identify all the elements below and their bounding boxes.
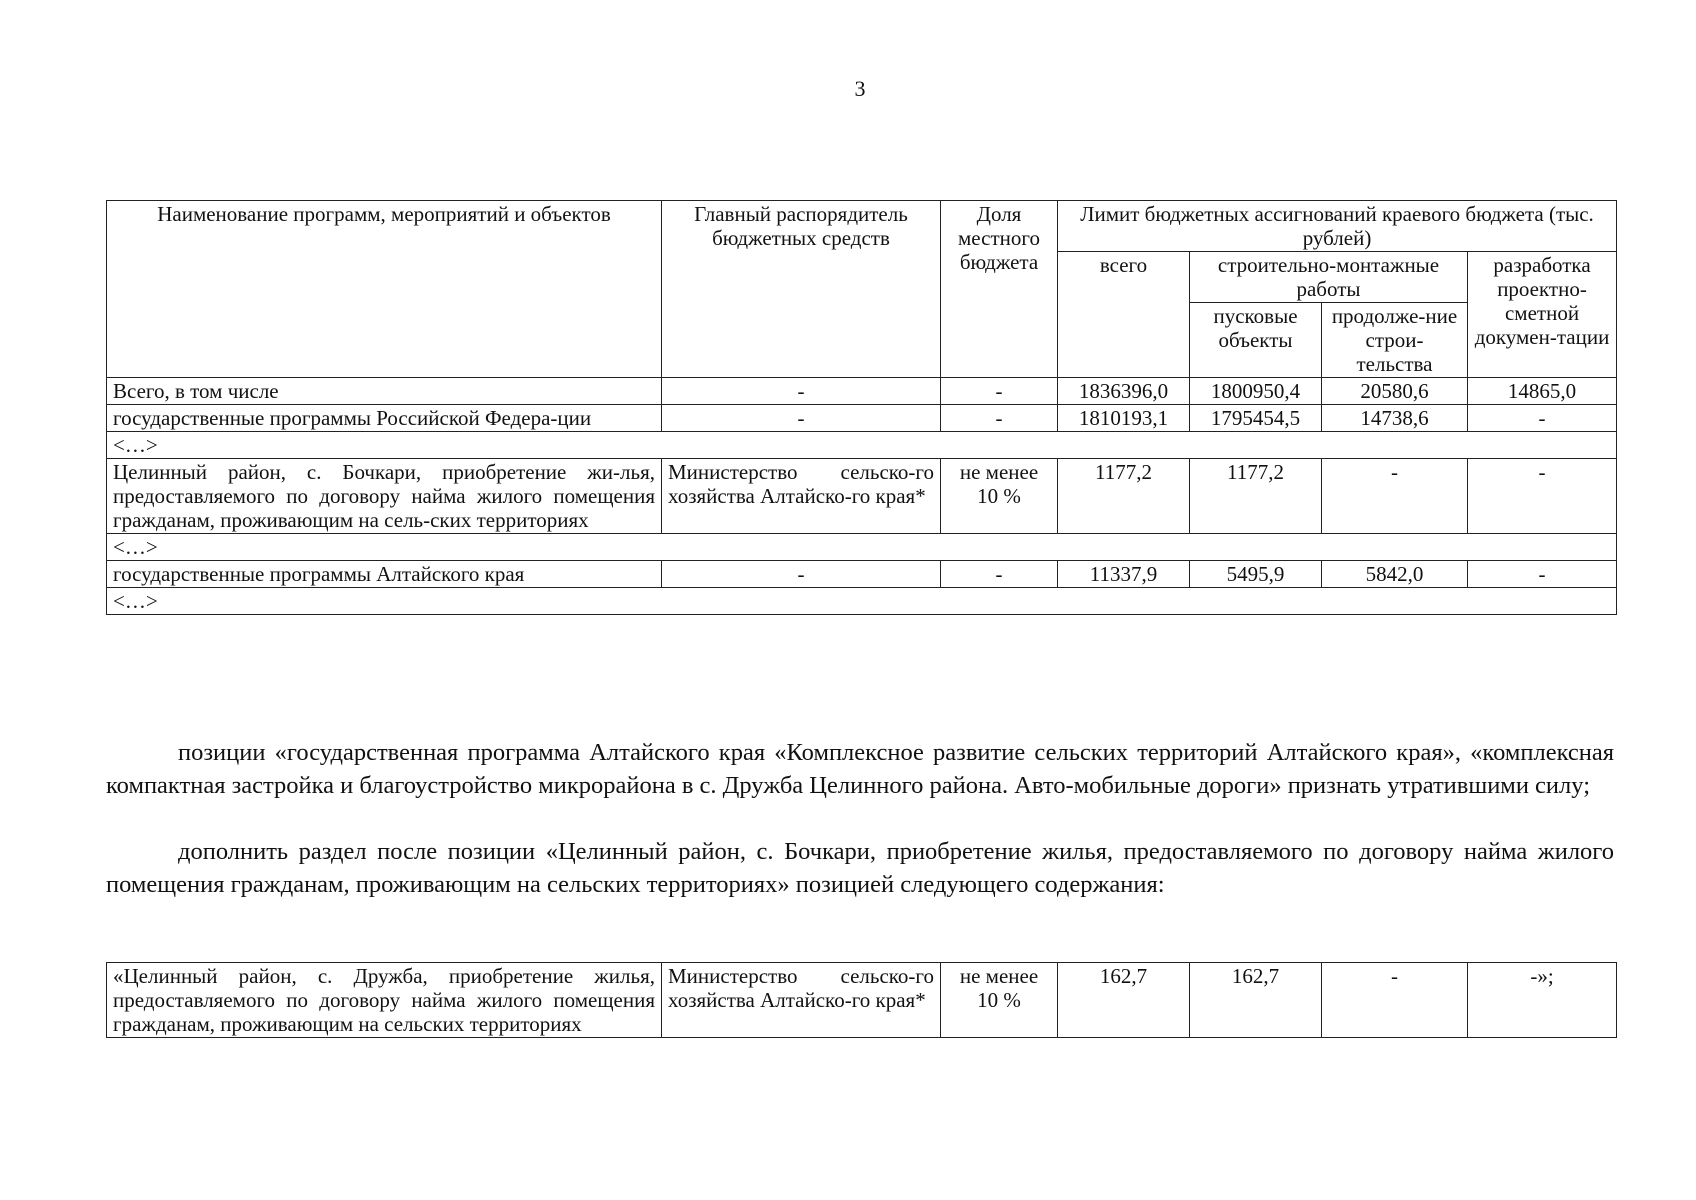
row-share: - bbox=[941, 405, 1058, 432]
row-manager: - bbox=[662, 561, 941, 588]
row-share: не менее 10 % bbox=[941, 963, 1058, 1038]
paragraph-repeal: позиции «государственная программа Алтайского края «Комплексное развитие сельских территорий Алтайского края», «комплексная компактная застройка и благоустройство микрорайона в с. Дружба Целинного района. Авто-мобильные дороги» признать утратившими силу; bbox=[106, 739, 1614, 799]
row-launch: 5495,9 bbox=[1190, 561, 1322, 588]
row-manager: Министерство сельско-го хозяйства Алтайско-го края* bbox=[662, 963, 941, 1038]
ellipsis: <…> bbox=[107, 588, 1617, 615]
row-continue: 5842,0 bbox=[1322, 561, 1468, 588]
table-row bbox=[107, 459, 1617, 534]
row-manager: - bbox=[662, 405, 941, 432]
row-continue: 14738,6 bbox=[1322, 405, 1468, 432]
table-row bbox=[107, 378, 1617, 405]
header-manager: Главный распорядитель бюджетных средств bbox=[662, 201, 941, 378]
row-design: -»; bbox=[1468, 963, 1617, 1038]
header-share: Доля местного бюджета bbox=[941, 201, 1058, 378]
row-total: 1177,2 bbox=[1058, 459, 1190, 534]
row-design: - bbox=[1468, 459, 1617, 534]
row-share: не менее 10 % bbox=[941, 459, 1058, 534]
row-name: Всего, в том числе bbox=[107, 378, 662, 405]
paragraph-add: дополнить раздел после позиции «Целинный район, с. Бочкари, приобретение жилья, предоставляемого по договору найма жилого помещения гражданам, проживающим на сельских территориях» позицией следующего содержания: bbox=[106, 838, 1614, 898]
row-share: - bbox=[941, 561, 1058, 588]
row-design: 14865,0 bbox=[1468, 378, 1617, 405]
table-row bbox=[107, 561, 1617, 588]
row-design: - bbox=[1468, 405, 1617, 432]
row-name: Целинный район, с. Бочкари, приобретение жи-лья, предоставляемого по договору найма жилого помещения гражданам, проживающим на сель-ских территориях bbox=[107, 459, 662, 534]
table-row bbox=[107, 963, 1617, 1038]
ellipsis-row bbox=[107, 534, 1617, 561]
header-continue: продолже-ние строи-тельства bbox=[1322, 303, 1468, 378]
row-total: 11337,9 bbox=[1058, 561, 1190, 588]
header-construction: строительно-монтажные работы bbox=[1190, 252, 1468, 303]
row-continue: - bbox=[1322, 963, 1468, 1038]
header-name: Наименование программ, мероприятий и объектов bbox=[107, 201, 662, 378]
row-name: государственные программы Российской Федера-ции bbox=[107, 405, 662, 432]
budget-table bbox=[106, 200, 1617, 615]
row-total: 162,7 bbox=[1058, 963, 1190, 1038]
ellipsis-row bbox=[107, 588, 1617, 615]
row-design: - bbox=[1468, 561, 1617, 588]
ellipsis: <…> bbox=[107, 432, 1617, 459]
row-name: государственные программы Алтайского края bbox=[107, 561, 662, 588]
row-manager: Министерство сельско-го хозяйства Алтайско-го края* bbox=[662, 459, 941, 534]
ellipsis-row bbox=[107, 432, 1617, 459]
row-share: - bbox=[941, 378, 1058, 405]
row-continue: - bbox=[1322, 459, 1468, 534]
header-launch: пусковые объекты bbox=[1190, 303, 1322, 378]
row-launch: 1177,2 bbox=[1190, 459, 1322, 534]
ellipsis: <…> bbox=[107, 534, 1617, 561]
header-design: разработка проектно-сметной докумен-тации bbox=[1468, 252, 1617, 378]
row-launch: 162,7 bbox=[1190, 963, 1322, 1038]
row-launch: 1795454,5 bbox=[1190, 405, 1322, 432]
row-name: «Целинный район, с. Дружба, приобретение жилья, предоставляемого по договору найма жилого помещения гражданам, проживающим на сельских территориях bbox=[107, 963, 662, 1038]
header-total: всего bbox=[1058, 252, 1190, 378]
row-continue: 20580,6 bbox=[1322, 378, 1468, 405]
page-number: 3 bbox=[854, 76, 866, 101]
row-manager: - bbox=[662, 378, 941, 405]
new-position-table bbox=[106, 962, 1617, 1038]
row-total: 1836396,0 bbox=[1058, 378, 1190, 405]
row-total: 1810193,1 bbox=[1058, 405, 1190, 432]
table-row bbox=[107, 405, 1617, 432]
row-launch: 1800950,4 bbox=[1190, 378, 1322, 405]
header-limit: Лимит бюджетных ассигнований краевого бюджета (тыс. рублей) bbox=[1058, 201, 1617, 252]
